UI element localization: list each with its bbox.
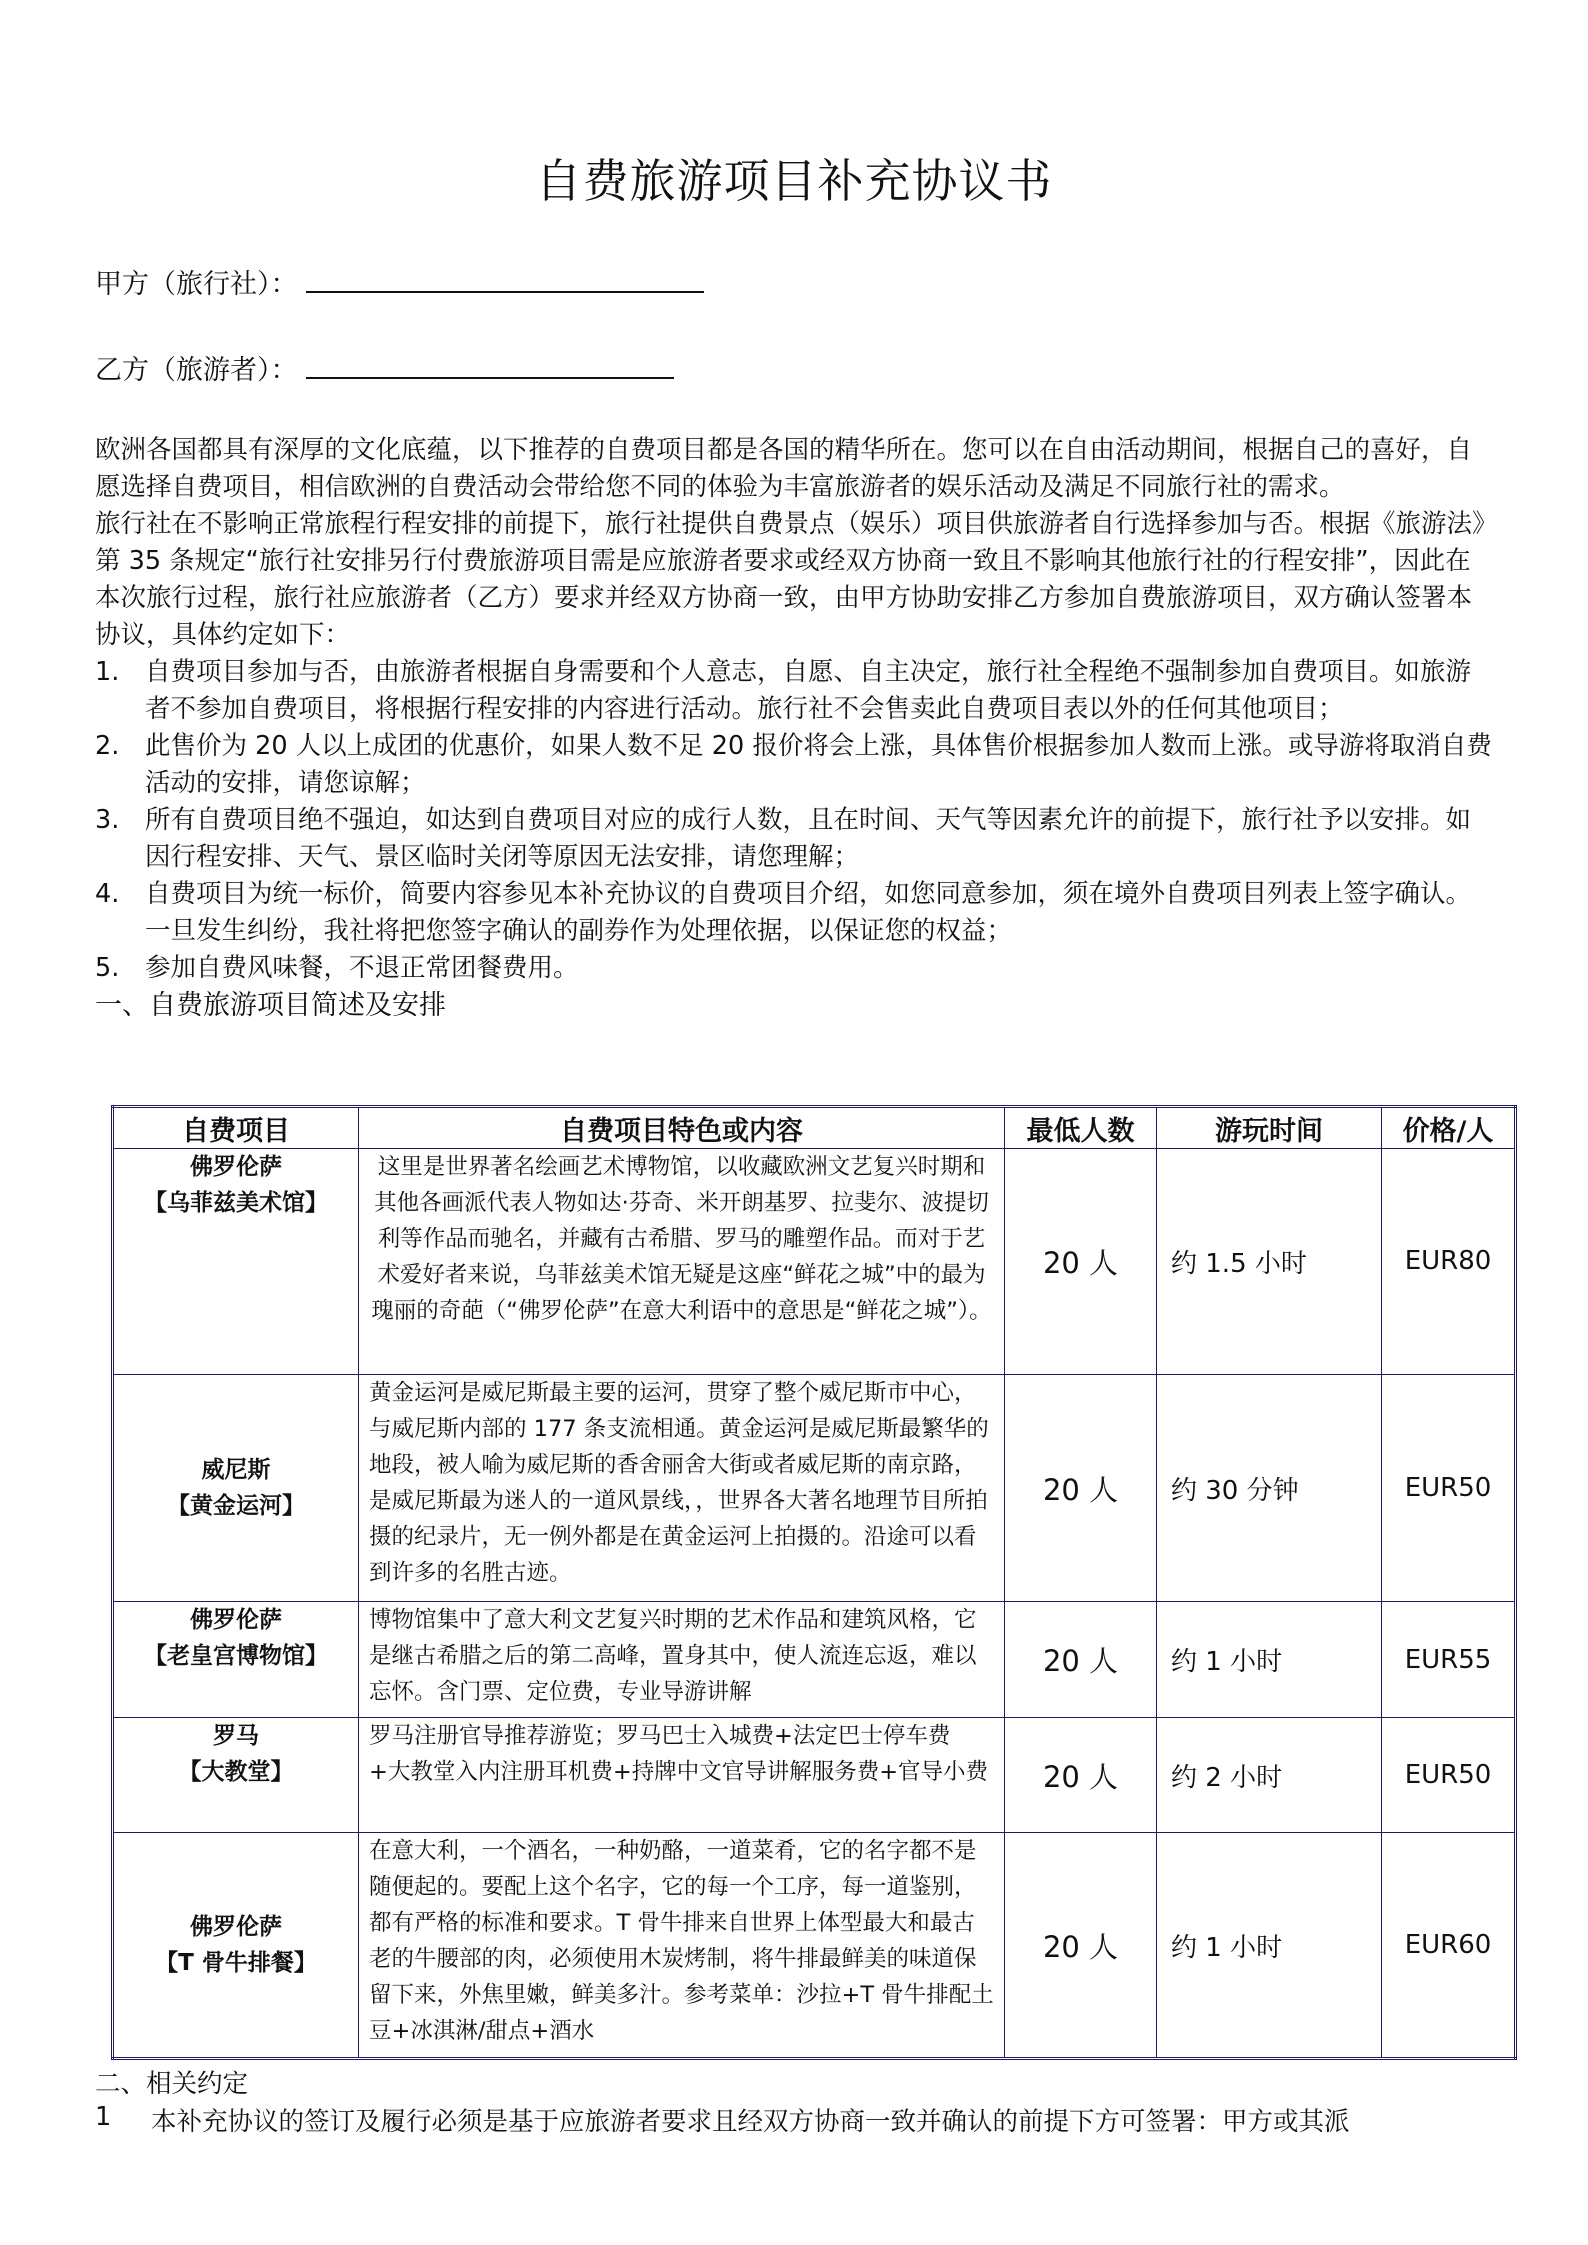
project-city: 佛罗伦萨 <box>190 1607 282 1634</box>
table-row <box>113 1374 1516 1602</box>
project-duration: 约 1 小时 <box>1157 1602 1382 1717</box>
project-duration: 约 1 小时 <box>1157 1833 1382 2059</box>
clause-item <box>95 2102 1515 2138</box>
project-price: EUR80 <box>1382 1149 1516 1375</box>
term-item <box>95 654 1495 728</box>
project-min-people: 20 人 <box>1005 1374 1157 1602</box>
project-city: 威尼斯 <box>201 1457 271 1484</box>
term-text: 自费项目参加与否，由旅游者根据自身需要和个人意志，自愿、自主决定，旅行社全程绝不强制参加自费项目。如旅游者不参加自费项目，将根据行程安排的内容进行活动。旅行社不会售卖此自费项目表以外的任何其他项目； <box>145 657 1472 724</box>
project-desc: 博物馆集中了意大利文艺复兴时期的艺术作品和建筑风格，它是继古希腊之后的第二高峰，置身其中，使人流连忘返，难以忘怀。含门票、定位费，专业导游讲解 <box>359 1602 1005 1717</box>
document-title: 自费旅游项目补充协议书 <box>535 154 1053 208</box>
term-item <box>95 728 1495 802</box>
project-name: 【黄金运河】 <box>167 1493 305 1520</box>
term-item <box>95 802 1495 876</box>
term-text: 自费项目为统一标价，简要内容参见本补充协议的自费项目介绍，如您同意参加，须在境外自费项目列表上签字确认。一旦发生纠纷，我社将把您签字确认的副券作为处理依据，以保证您的权益； <box>145 879 1472 946</box>
header-content: 自费项目特色或内容 <box>359 1107 1005 1149</box>
table-row <box>113 1602 1516 1717</box>
project-min-people: 20 人 <box>1005 1717 1157 1832</box>
term-text: 所有自费项目绝不强迫，如达到自费项目对应的成行人数，且在时间、天气等因素允许的前提下，旅行社予以安排。如因行程安排、天气、景区临时关闭等原因无法安排，请您理解； <box>145 805 1472 872</box>
project-price: EUR50 <box>1382 1374 1516 1602</box>
project-name: 【T 骨牛排餐】 <box>155 1950 317 1977</box>
party-a-label: 甲方（旅行社）： <box>95 269 298 300</box>
project-table <box>111 1105 1517 2060</box>
project-price: EUR60 <box>1382 1833 1516 2059</box>
project-min-people: 20 人 <box>1005 1149 1157 1375</box>
party-b-label: 乙方（旅游者）： <box>95 355 298 386</box>
project-name-cell <box>113 1602 359 1717</box>
project-name-cell <box>113 1149 359 1375</box>
term-number: 4. <box>95 879 120 909</box>
project-min-people: 20 人 <box>1005 1833 1157 2059</box>
section-heading-2: 二、相关约定 <box>95 2069 249 2099</box>
project-desc: 在意大利，一个酒名，一种奶酪，一道菜肴，它的名字都不是随便起的。要配上这个名字，它的每一个工序，每一道鉴别，都有严格的标准和要求。T 骨牛排来自世界上体型最大和最古老的牛腰部的肉，必须使用木炭烤制，将牛排最鲜美的味道保留下来，外焦里嫩，鲜美多汁。参考菜单：沙拉+T 骨牛排配土豆+冰淇淋/甜点+酒水 <box>359 1833 1005 2059</box>
party-a-line <box>95 262 704 301</box>
clause-text: 本补充协议的签订及履行必须是基于应旅游者要求且经双方协商一致并确认的前提下方可签署：甲方或其派 <box>151 2107 1350 2137</box>
header-duration: 游玩时间 <box>1157 1107 1382 1149</box>
project-duration: 约 30 分钟 <box>1157 1374 1382 1602</box>
party-a-blank[interactable] <box>306 265 704 293</box>
term-item <box>95 876 1495 950</box>
project-name: 【乌菲兹美术馆】 <box>144 1190 328 1216</box>
term-number: 2. <box>95 731 120 761</box>
term-number: 5. <box>95 953 120 983</box>
project-desc: 这里是世界著名绘画艺术博物馆，以收藏欧洲文艺复兴时期和其他各画派代表人物如达·芬奇、米开朗基罗、拉斐尔、波提切利等作品而驰名，并藏有古希腊、罗马的雕塑作品。而对于艺术爱好者来说，乌菲兹美术馆无疑是这座“鲜花之城”中的最为瑰丽的奇葩（“佛罗伦萨”在意大利语中的意思是“鲜花之城”）。 <box>359 1149 1005 1375</box>
party-b-blank[interactable] <box>306 351 674 379</box>
header-price: 价格/人 <box>1382 1107 1516 1149</box>
project-name-cell <box>113 1833 359 2059</box>
party-b-line <box>95 348 674 387</box>
project-desc: 罗马注册官导推荐游览；罗马巴士入城费+法定巴士停车费 +大教堂入内注册耳机费+持牌中文官导讲解服务费+官导小费 <box>359 1717 1005 1832</box>
project-duration: 约 1.5 小时 <box>1157 1149 1382 1375</box>
project-name: 【大教堂】 <box>178 1758 294 1785</box>
table-row <box>113 1833 1516 2059</box>
project-city: 佛罗伦萨 <box>190 1914 282 1941</box>
project-name: 【老皇宫博物馆】 <box>144 1643 328 1670</box>
header-min-people: 最低人数 <box>1005 1107 1157 1149</box>
section-heading-1: 一、自费旅游项目简述及安排 <box>95 990 446 1021</box>
clause-number: 1 <box>95 2102 112 2132</box>
project-min-people: 20 人 <box>1005 1602 1157 1717</box>
project-city: 罗马 <box>213 1722 259 1749</box>
header-project: 自费项目 <box>113 1107 359 1149</box>
project-city: 佛罗伦萨 <box>190 1154 282 1180</box>
table-row <box>113 1149 1516 1375</box>
term-text: 此售价为 20 人以上成团的优惠价，如果人数不足 20 报价将会上涨，具体售价根据参加人数而上涨。或导游将取消自费活动的安排，请您谅解； <box>145 731 1492 798</box>
project-price: EUR50 <box>1382 1717 1516 1832</box>
intro-paragraph: 欧洲各国都具有深厚的文化底蕴，以下推荐的自费项目都是各国的精华所在。您可以在自由活动期间，根据自己的喜好，自愿选择自费项目，相信欧洲的自费活动会带给您不同的体验为丰富旅游者的娱乐活动及满足不同旅行社的需求。 <box>95 435 1473 502</box>
intro-paragraph: 旅行社在不影响正常旅程行程安排的前提下，旅行社提供自费景点（娱乐）项目供旅游者自行选择参加与否。根据《旅游法》第 35 条规定“旅行社安排另行付费旅游项目需是应旅游者要求或经双方协商一致且不影响其他旅行社的行程安排”，因此在本次旅行过程，旅行社应旅游者（乙方）要求并经双方协商一致，由甲方协助安排乙方参加自费旅游项目，双方确认签署本协议，具体约定如下： <box>95 509 1485 650</box>
project-price: EUR55 <box>1382 1602 1516 1717</box>
term-number: 3. <box>95 805 120 835</box>
term-number: 1. <box>95 657 120 687</box>
agreement-body <box>95 432 1495 1024</box>
term-text: 参加自费风味餐，不退正常团餐费用。 <box>145 953 579 983</box>
project-name-cell <box>113 1374 359 1602</box>
project-desc: 黄金运河是威尼斯最主要的运河，贯穿了整个威尼斯市中心，与威尼斯内部的 177 条支流相通。黄金运河是威尼斯最繁华的地段，被人喻为威尼斯的香舍丽舍大街或者威尼斯的南京路，是威尼斯最为迷人的一道风景线，，世界各大著名地理节目所拍摄的纪录片，无一例外都是在黄金运河上拍摄的。沿途可以看到许多的名胜古迹。 <box>359 1374 1005 1602</box>
project-duration: 约 2 小时 <box>1157 1717 1382 1832</box>
project-name-cell <box>113 1717 359 1832</box>
table-header-row <box>113 1107 1516 1149</box>
table-row <box>113 1717 1516 1832</box>
term-item <box>95 950 1495 987</box>
